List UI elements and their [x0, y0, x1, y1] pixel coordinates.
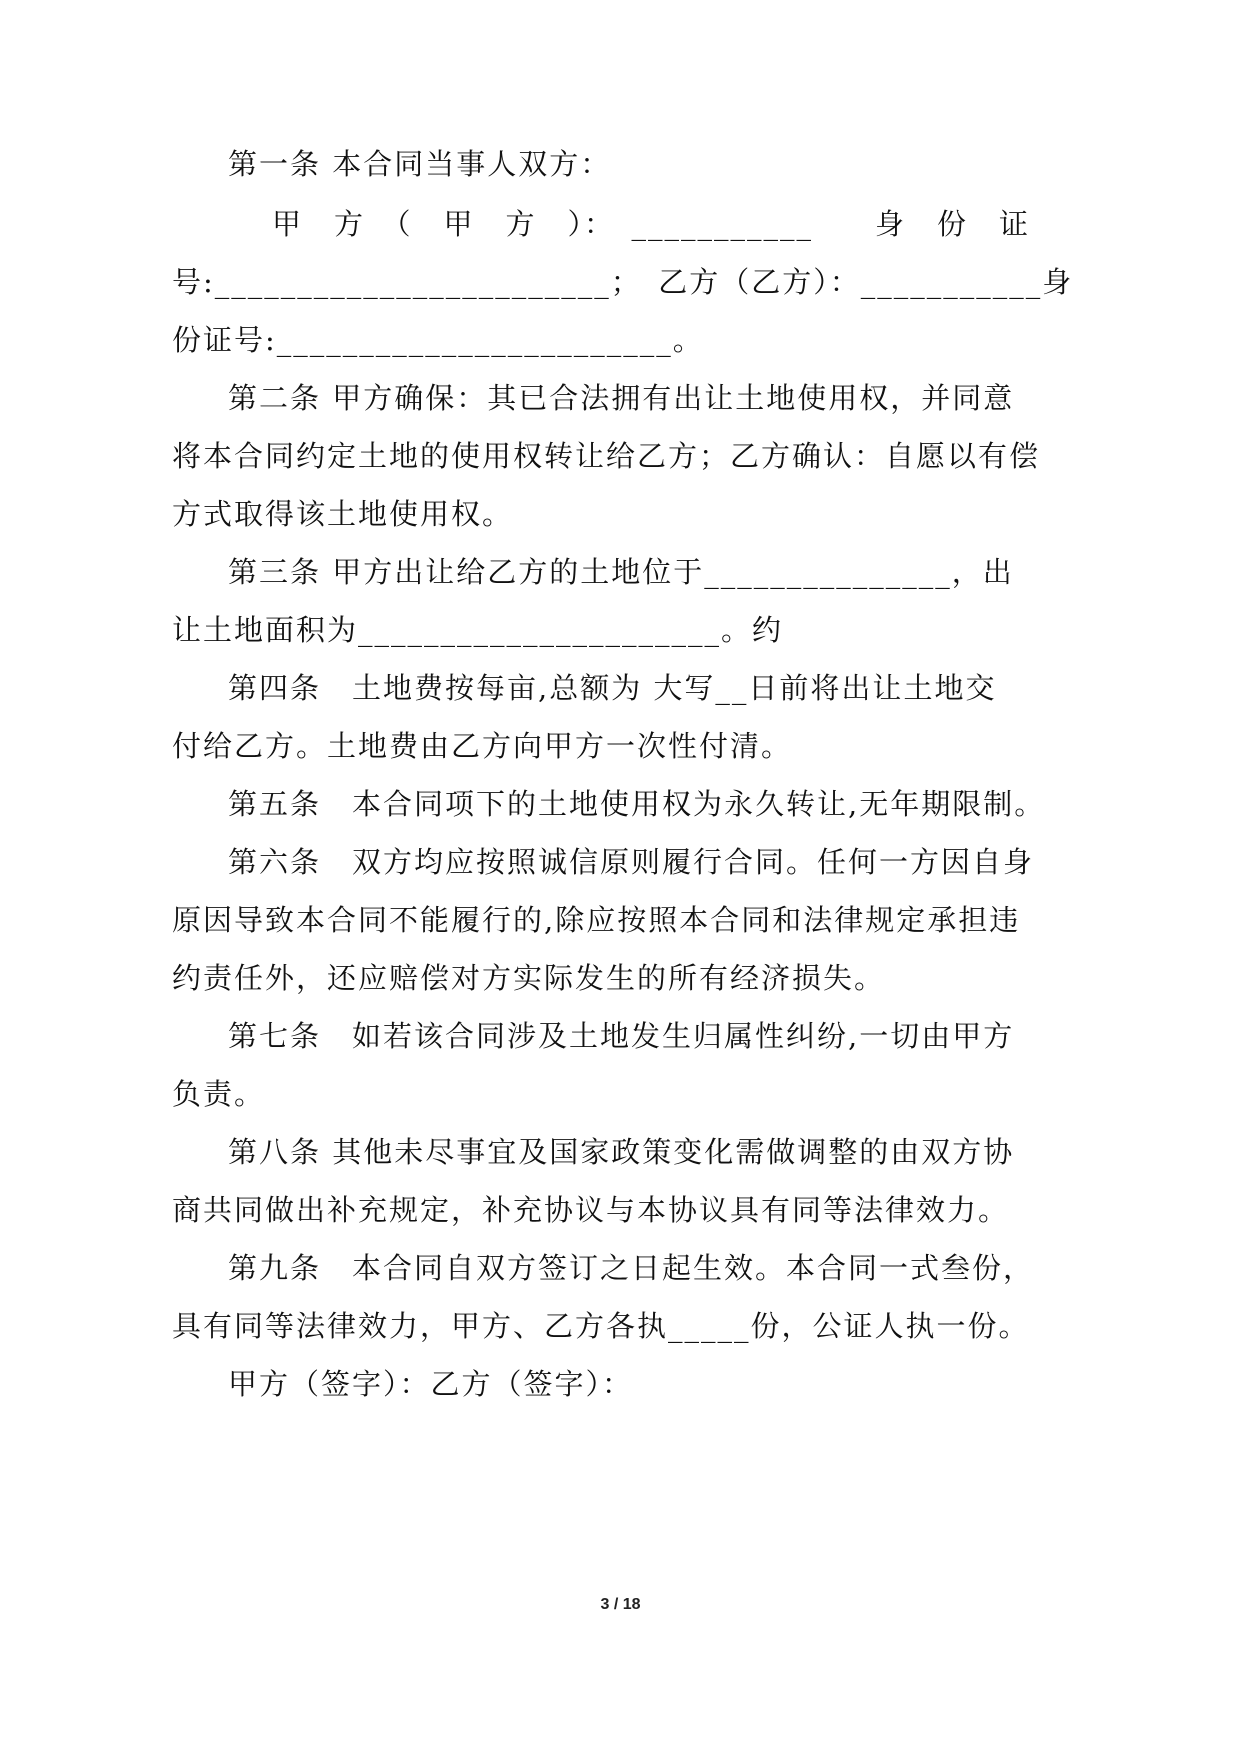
party-a-line: 甲 方 （ 甲 方 ）： ___________ 身 份 证	[272, 207, 1031, 241]
party-b-id-line: 份证号:________________________。	[172, 323, 704, 357]
article-1-heading: 第一条 本合同当事人双方：	[228, 147, 612, 181]
article-4-line-2: 付给乙方。土地费由乙方向甲方一次性付清。	[172, 729, 793, 763]
article-7-line-2: 负责。	[172, 1077, 266, 1111]
article-9-line-2: 具有同等法律效力，甲方、乙方各执_____份，公证人执一份。	[172, 1309, 1030, 1343]
article-2-line-1: 第二条 甲方确保：其已合法拥有出让土地使用权，并同意	[228, 381, 1015, 415]
article-2-line-3: 方式取得该土地使用权。	[172, 497, 514, 531]
article-2-line-2: 将本合同约定土地的使用权转让给乙方；乙方确认：自愿以有偿	[172, 439, 1041, 473]
article-3-line-2: 让土地面积为______________________。约	[172, 613, 784, 647]
article-8-line-1: 第八条 其他未尽事宜及国家政策变化需做调整的由双方协	[228, 1135, 1015, 1169]
article-6-line-3: 约责任外，还应赔偿对方实际发生的所有经济损失。	[172, 961, 886, 995]
article-8-line-2: 商共同做出补充规定，补充协议与本协议具有同等法律效力。	[172, 1193, 1010, 1227]
signature-line: 甲方（签字）：乙方（签字）：	[228, 1367, 634, 1401]
article-5-line: 第五条 本合同项下的土地使用权为永久转让,无年期限制。	[228, 787, 1046, 821]
article-9-line-1: 第九条 本合同自双方签订之日起生效。本合同一式叁份，	[228, 1251, 1035, 1285]
id-number-line: 号:________________________； 乙方（乙方）：___________身	[172, 265, 1074, 299]
article-3-line-1: 第三条 甲方出让给乙方的土地位于_______________，出	[228, 555, 1014, 589]
article-6-line-2: 原因导致本合同不能履行的,除应按照本合同和法律规定承担违	[172, 903, 1021, 937]
article-6-line-1: 第六条 双方均应按照诚信原则履行合同。任何一方因自身	[228, 845, 1035, 879]
article-4-line-1: 第四条 土地费按每亩,总额为 大写__日前将出让土地交	[228, 671, 997, 705]
page-number: 3 / 18	[600, 1596, 641, 1613]
article-7-line-1: 第七条 如若该合同涉及土地发生归属性纠纷,一切由甲方	[228, 1019, 1015, 1053]
